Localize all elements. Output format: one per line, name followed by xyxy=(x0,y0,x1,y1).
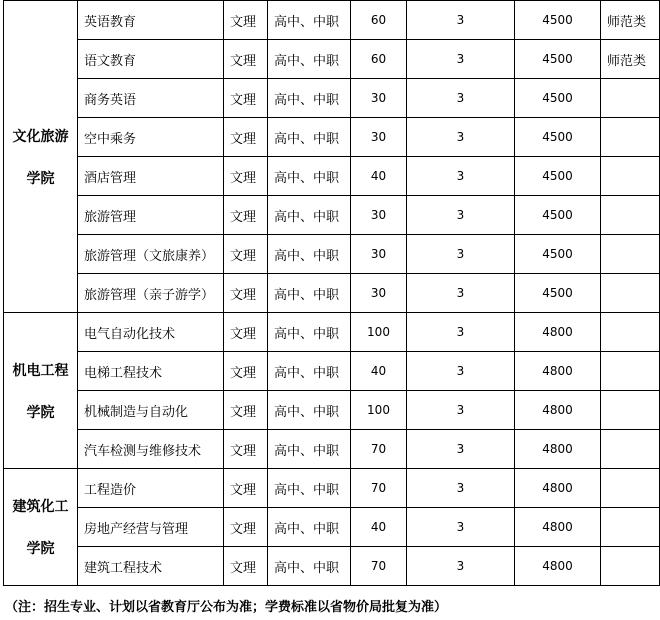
remark-cell xyxy=(601,469,660,508)
fee-cell: 4800 xyxy=(515,391,601,430)
fee-cell: 4500 xyxy=(515,274,601,313)
major-cell: 建筑工程技术 xyxy=(78,547,224,586)
major-cell: 房地产经营与管理 xyxy=(78,508,224,547)
source-cell: 高中、中职 xyxy=(268,469,351,508)
plan-cell: 100 xyxy=(351,391,407,430)
fee-cell: 4500 xyxy=(515,1,601,40)
plan-cell: 30 xyxy=(351,235,407,274)
enrollment-table xyxy=(3,0,660,586)
fee-cell: 4800 xyxy=(515,547,601,586)
years-cell: 3 xyxy=(407,79,515,118)
table-row xyxy=(4,274,660,313)
years-cell: 3 xyxy=(407,157,515,196)
major-cell: 旅游管理 xyxy=(78,196,224,235)
subject-cell: 文理 xyxy=(224,352,268,391)
table-row xyxy=(4,79,660,118)
table-row xyxy=(4,1,660,40)
plan-cell: 70 xyxy=(351,469,407,508)
subject-cell: 文理 xyxy=(224,508,268,547)
college-name-line1: 机电工程 xyxy=(12,362,69,379)
fee-cell: 4500 xyxy=(515,40,601,79)
table-row xyxy=(4,40,660,79)
fee-cell: 4800 xyxy=(515,508,601,547)
source-cell: 高中、中职 xyxy=(268,547,351,586)
college-name-line1: 建筑化工 xyxy=(12,499,69,515)
table-row xyxy=(4,313,660,352)
source-cell: 高中、中职 xyxy=(268,508,351,547)
fee-cell: 4500 xyxy=(515,79,601,118)
plan-cell: 30 xyxy=(351,79,407,118)
years-cell: 3 xyxy=(407,352,515,391)
remark-cell xyxy=(601,508,660,547)
years-cell: 3 xyxy=(407,547,515,586)
subject-cell: 文理 xyxy=(224,430,268,469)
college-name-line2: 学院 xyxy=(26,404,55,421)
major-cell: 汽车检测与维修技术 xyxy=(78,430,224,469)
major-cell: 机械制造与自动化 xyxy=(78,391,224,430)
plan-cell: 40 xyxy=(351,157,407,196)
college-cell xyxy=(4,469,78,586)
fee-cell: 4500 xyxy=(515,235,601,274)
plan-cell: 40 xyxy=(351,352,407,391)
remark-cell: 师范类 xyxy=(601,1,660,40)
table-row xyxy=(4,118,660,157)
major-cell: 工程造价 xyxy=(78,469,224,508)
years-cell: 3 xyxy=(407,313,515,352)
remark-cell: 师范类 xyxy=(601,40,660,79)
table-row xyxy=(4,196,660,235)
college-name-line2: 学院 xyxy=(26,541,55,557)
remark-cell xyxy=(601,157,660,196)
source-cell: 高中、中职 xyxy=(268,196,351,235)
source-cell: 高中、中职 xyxy=(268,235,351,274)
college-cell xyxy=(4,1,78,313)
remark-cell xyxy=(601,235,660,274)
table-row xyxy=(4,157,660,196)
college-name-line1: 文化旅游 xyxy=(12,128,69,145)
fee-cell: 4800 xyxy=(515,313,601,352)
years-cell: 3 xyxy=(407,469,515,508)
remark-cell xyxy=(601,430,660,469)
years-cell: 3 xyxy=(407,430,515,469)
remark-cell xyxy=(601,118,660,157)
table-body xyxy=(4,1,660,586)
table-row xyxy=(4,469,660,508)
years-cell: 3 xyxy=(407,391,515,430)
plan-cell: 70 xyxy=(351,547,407,586)
subject-cell: 文理 xyxy=(224,313,268,352)
source-cell: 高中、中职 xyxy=(268,40,351,79)
plan-cell: 40 xyxy=(351,508,407,547)
major-cell: 电气自动化技术 xyxy=(78,313,224,352)
fee-cell: 4500 xyxy=(515,157,601,196)
source-cell: 高中、中职 xyxy=(268,274,351,313)
table-row xyxy=(4,352,660,391)
college-name-line2: 学院 xyxy=(26,170,55,187)
source-cell: 高中、中职 xyxy=(268,118,351,157)
remark-cell xyxy=(601,547,660,586)
major-cell: 商务英语 xyxy=(78,79,224,118)
fee-cell: 4800 xyxy=(515,352,601,391)
fee-cell: 4500 xyxy=(515,196,601,235)
fee-cell: 4800 xyxy=(515,469,601,508)
plan-cell: 30 xyxy=(351,274,407,313)
table-row xyxy=(4,235,660,274)
table-row xyxy=(4,547,660,586)
footnote: （注：招生专业、计划以省教育厅公布为准；学费标准以省物价局批复为准） xyxy=(5,600,448,615)
major-cell: 酒店管理 xyxy=(78,157,224,196)
subject-cell: 文理 xyxy=(224,1,268,40)
fee-cell: 4800 xyxy=(515,430,601,469)
plan-cell: 30 xyxy=(351,118,407,157)
subject-cell: 文理 xyxy=(224,547,268,586)
source-cell: 高中、中职 xyxy=(268,430,351,469)
table-row xyxy=(4,391,660,430)
years-cell: 3 xyxy=(407,508,515,547)
subject-cell: 文理 xyxy=(224,196,268,235)
plan-cell: 60 xyxy=(351,1,407,40)
college-cell xyxy=(4,313,78,469)
plan-cell: 60 xyxy=(351,40,407,79)
subject-cell: 文理 xyxy=(224,157,268,196)
subject-cell: 文理 xyxy=(224,469,268,508)
major-cell: 旅游管理（亲子游学） xyxy=(78,274,224,313)
source-cell: 高中、中职 xyxy=(268,79,351,118)
subject-cell: 文理 xyxy=(224,391,268,430)
subject-cell: 文理 xyxy=(224,274,268,313)
remark-cell xyxy=(601,313,660,352)
major-cell: 语文教育 xyxy=(78,40,224,79)
source-cell: 高中、中职 xyxy=(268,1,351,40)
years-cell: 3 xyxy=(407,235,515,274)
fee-cell: 4500 xyxy=(515,118,601,157)
subject-cell: 文理 xyxy=(224,40,268,79)
source-cell: 高中、中职 xyxy=(268,391,351,430)
source-cell: 高中、中职 xyxy=(268,313,351,352)
subject-cell: 文理 xyxy=(224,79,268,118)
plan-cell: 100 xyxy=(351,313,407,352)
source-cell: 高中、中职 xyxy=(268,352,351,391)
years-cell: 3 xyxy=(407,40,515,79)
years-cell: 3 xyxy=(407,274,515,313)
years-cell: 3 xyxy=(407,118,515,157)
remark-cell xyxy=(601,79,660,118)
years-cell: 3 xyxy=(407,196,515,235)
remark-cell xyxy=(601,391,660,430)
plan-cell: 70 xyxy=(351,430,407,469)
remark-cell xyxy=(601,352,660,391)
remark-cell xyxy=(601,196,660,235)
plan-cell: 30 xyxy=(351,196,407,235)
major-cell: 旅游管理（文旅康养） xyxy=(78,235,224,274)
major-cell: 英语教育 xyxy=(78,1,224,40)
subject-cell: 文理 xyxy=(224,118,268,157)
table-row xyxy=(4,430,660,469)
table-row xyxy=(4,508,660,547)
remark-cell xyxy=(601,274,660,313)
subject-cell: 文理 xyxy=(224,235,268,274)
major-cell: 电梯工程技术 xyxy=(78,352,224,391)
major-cell: 空中乘务 xyxy=(78,118,224,157)
years-cell: 3 xyxy=(407,1,515,40)
source-cell: 高中、中职 xyxy=(268,157,351,196)
